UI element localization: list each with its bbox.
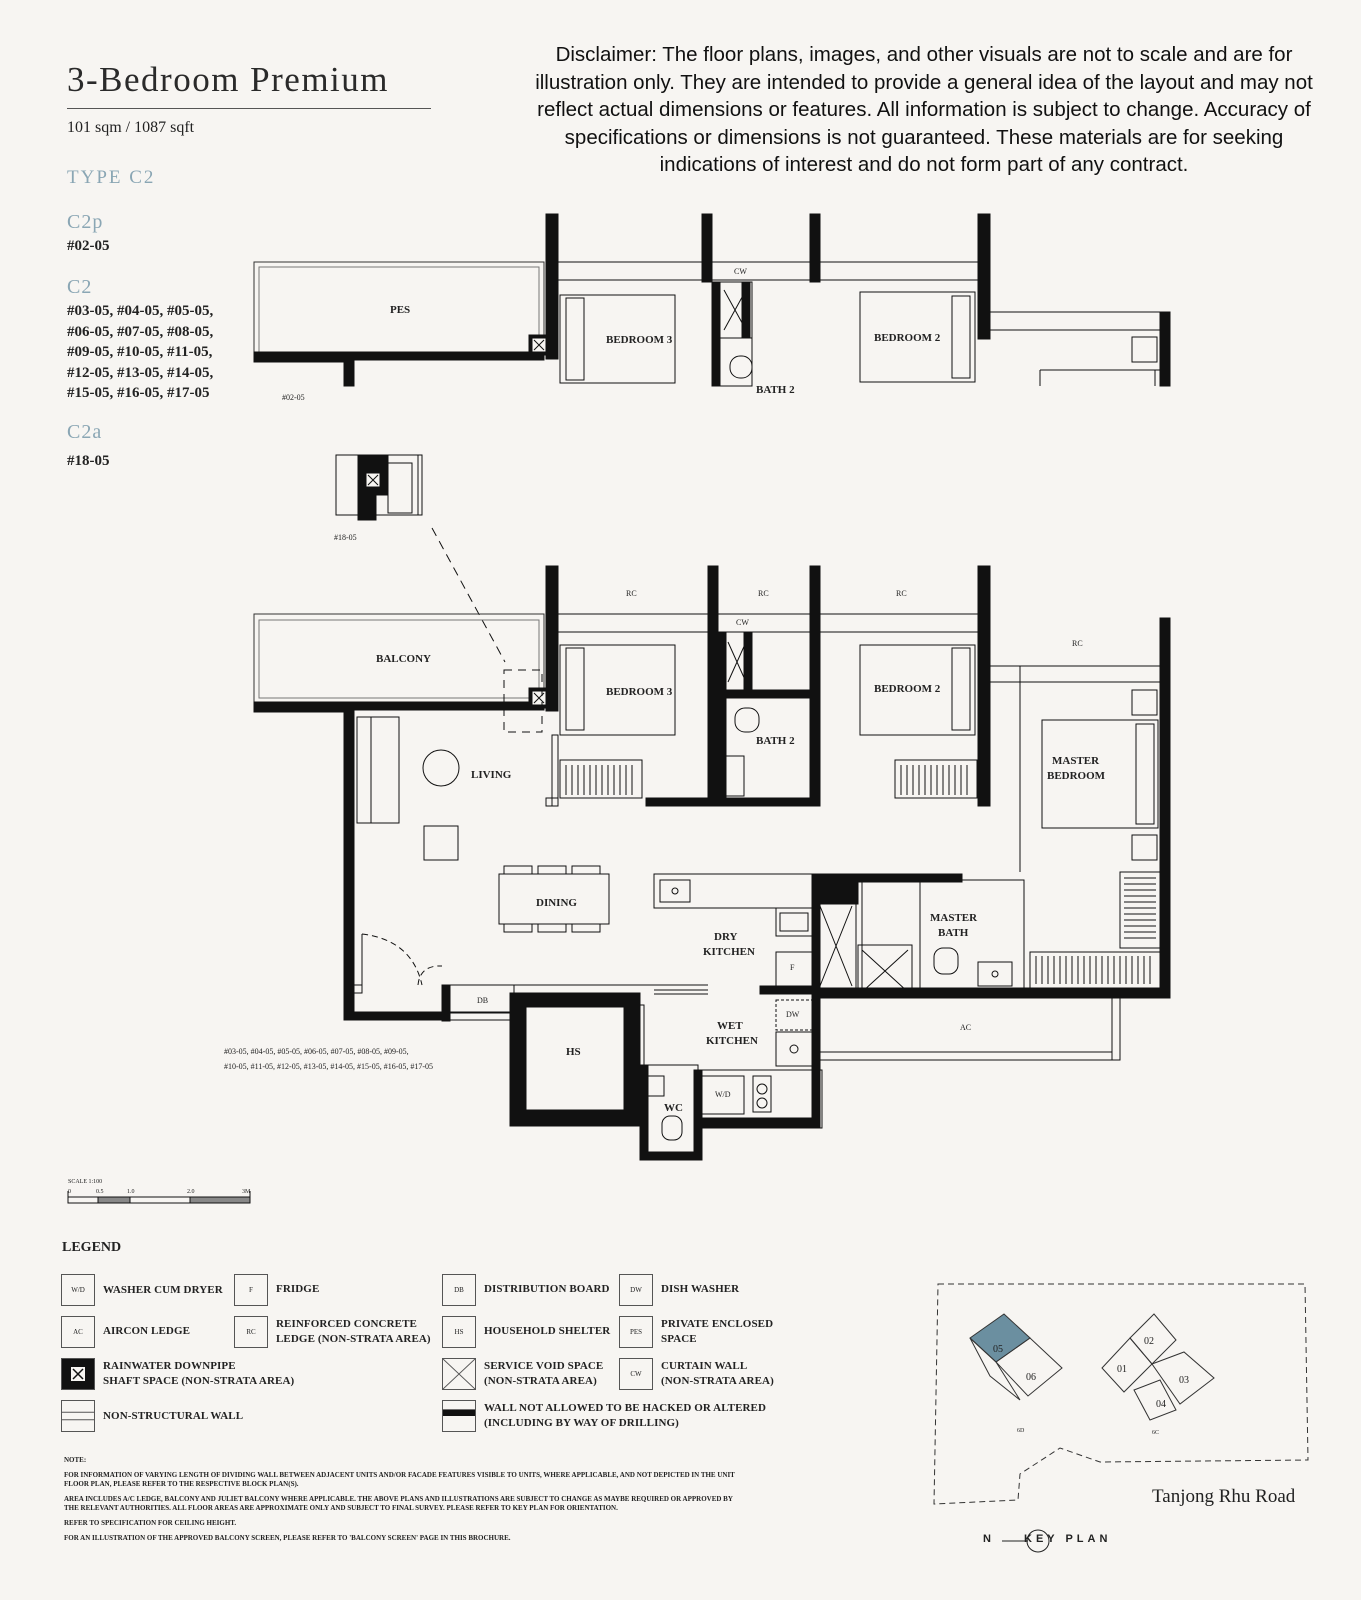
wet-kitchen-label-2: KITCHEN bbox=[706, 1035, 758, 1047]
master-bedroom-label-1: MASTER bbox=[1052, 755, 1100, 767]
dw-label: DW bbox=[786, 1010, 800, 1019]
legend-title: LEGEND bbox=[62, 1240, 122, 1255]
wc-label: WC bbox=[664, 1102, 683, 1114]
keyplan-unit-03: 03 bbox=[1179, 1375, 1189, 1386]
disclaimer: Disclaimer: The floor plans, images, and other visuals are not to scale and are for illustration only. They are intended to provide a general idea of the layout and may not reflect actual dimensions or features. All information is subject to change. Accuracy of specifications or dimensions is not guaranteed. These materials are for seeking indications of interest and do not form part of any contract. bbox=[535, 43, 1313, 176]
bedroom3-label: BEDROOM 3 bbox=[606, 686, 673, 698]
variant-name-c2p: C2p bbox=[67, 211, 104, 233]
legend-item-cw bbox=[619, 1358, 774, 1390]
legend-text-wall-not-hacked: WALL NOT ALLOWED TO BE HACKED OR ALTERED (INCLUDING BY WAY OF DRILLING) bbox=[484, 1402, 767, 1429]
bedroom2-label: BEDROOM 2 bbox=[874, 683, 941, 695]
legend-text-rainwater: RAINWATER DOWNPIPE SHAFT SPACE (NON-STRATA AREA) bbox=[103, 1360, 295, 1387]
legend-text-rc: REINFORCED CONCRETE LEDGE (NON-STRATA AREA) bbox=[276, 1318, 431, 1345]
dry-kitchen-label-2: KITCHEN bbox=[703, 946, 755, 958]
notes-heading: NOTE: bbox=[64, 1456, 87, 1464]
c2a-inset bbox=[336, 455, 505, 662]
upper-bath2-label: BATH 2 bbox=[756, 384, 795, 396]
legend-code-ac: AC bbox=[61, 1316, 95, 1348]
master-bath-label-1: MASTER bbox=[930, 912, 978, 924]
keyplan-block-6c: 6C bbox=[1152, 1430, 1160, 1436]
upper-cw-label: CW bbox=[734, 267, 747, 276]
master-bedroom-label-2: BEDROOM bbox=[1047, 770, 1106, 782]
variant-name-c2: C2 bbox=[67, 276, 93, 298]
notes bbox=[64, 1456, 744, 1549]
legend-item-hs bbox=[442, 1316, 610, 1348]
legend-code-wd: W/D bbox=[61, 1274, 95, 1306]
keyplan-label: KEY PLAN bbox=[1024, 1533, 1112, 1545]
legend-item-dw bbox=[619, 1274, 739, 1306]
keyplan-unit-05: 05 bbox=[993, 1344, 1003, 1355]
legend-code-pes: PES bbox=[619, 1316, 653, 1348]
legend-text-ac: AIRCON LEDGE bbox=[103, 1325, 191, 1337]
service-void-icon bbox=[442, 1358, 476, 1390]
legend-item-washer bbox=[61, 1274, 223, 1306]
legend-code-cw: CW bbox=[619, 1358, 653, 1390]
legend-text-db: DISTRIBUTION BOARD bbox=[484, 1283, 610, 1295]
bath2-label: BATH 2 bbox=[756, 735, 795, 747]
rc-label-4: RC bbox=[1072, 639, 1083, 648]
scale-tick-0: 0 bbox=[68, 1189, 71, 1195]
scale-tick-4: 3M bbox=[242, 1189, 251, 1195]
rc-label-3: RC bbox=[896, 589, 907, 598]
rc-label-1: RC bbox=[626, 589, 637, 598]
upper-unit-note: #02-05 bbox=[282, 393, 305, 402]
rainwater-pipe-icon bbox=[61, 1358, 95, 1390]
variant-units-c2p: #02-05 bbox=[67, 238, 110, 254]
upper-bedroom2-label: BEDROOM 2 bbox=[874, 332, 941, 344]
road-name: Tanjong Rhu Road bbox=[1152, 1486, 1296, 1507]
legend-item-rainwater bbox=[61, 1358, 294, 1390]
balcony-label: BALCONY bbox=[376, 653, 432, 665]
note-1: FOR INFORMATION OF VARYING LENGTH OF DIVIDING WALL BETWEEN ADJACENT UNITS AND/OR FACADE FEATURES VISIBLE TO UNITS, WHERE APPLICABLE, AND NOT DEPICTED IN THE UNIT FLOOR PLAN, PLEASE REFER TO THE RESPECTIVE BLOCK PLAN(S). bbox=[64, 1471, 735, 1488]
wd-label: W/D bbox=[715, 1090, 731, 1099]
legend-item-rc bbox=[234, 1316, 431, 1348]
keyplan-unit-02: 02 bbox=[1144, 1336, 1154, 1347]
legend-code-hs: HS bbox=[442, 1316, 476, 1348]
keyplan-unit-04: 04 bbox=[1156, 1399, 1166, 1410]
page-title: 3-Bedroom Premium bbox=[67, 60, 389, 99]
legend-item-pes bbox=[619, 1316, 773, 1348]
north-label: N bbox=[983, 1533, 991, 1545]
structural-wall-icon bbox=[442, 1400, 476, 1432]
ac-label: AC bbox=[960, 1023, 972, 1032]
legend-text-f: FRIDGE bbox=[276, 1283, 320, 1295]
c2a-unit-note: #18-05 bbox=[334, 533, 357, 542]
note-4: FOR AN ILLUSTRATION OF THE APPROVED BALCONY SCREEN, PLEASE REFER TO 'BALCONY SCREEN' PAGE IN THIS BROCHURE. bbox=[64, 1534, 511, 1542]
legend-text-service-void: SERVICE VOID SPACE (NON-STRATA AREA) bbox=[484, 1360, 604, 1387]
legend-item-db bbox=[442, 1274, 610, 1306]
scale-label: SCALE 1:100 bbox=[68, 1179, 103, 1185]
upper-pes-label: PES bbox=[390, 304, 411, 316]
legend-text-non-structural: NON-STRUCTURAL WALL bbox=[103, 1410, 244, 1422]
note-2: AREA INCLUDES A/C LEDGE, BALCONY AND JULIET BALCONY WHERE APPLICABLE. THE ABOVE PLANS AND ILLUSTRATIONS ARE SUBJECT TO CHANGE AS MAYBE REQUIRED OR APPROVED BY THE RELEVANT AUTHORITIES. ALL FLOOR AREAS ARE APPROXIMATE ONLY AND SUBJECT TO FINAL SURVEY. PLEASE REFER TO KEY PLAN FOR ORIENTATION. bbox=[64, 1495, 733, 1512]
dry-kitchen-label-1: DRY bbox=[714, 931, 738, 943]
variant-units-c2: #03-05, #04-05, #05-05, #06-05, #07-05, #08-05, #09-05, #10-05, #11-05, #12-05, #13-05, #14-05, #15-05, #16-05, #17-05 bbox=[67, 303, 214, 401]
legend-code-rc: RC bbox=[234, 1316, 268, 1348]
unit-area: 101 sqm / 1087 sqft bbox=[67, 119, 195, 136]
db-label: DB bbox=[477, 996, 489, 1005]
legend-item-ac bbox=[61, 1316, 190, 1348]
units-note-2: #10-05, #11-05, #12-05, #13-05, #14-05, #15-05, #16-05, #17-05 bbox=[224, 1062, 434, 1071]
legend-text-cw: CURTAIN WALL (NON-STRATA AREA) bbox=[661, 1360, 774, 1387]
note-3: REFER TO SPECIFICATION FOR CEILING HEIGHT. bbox=[64, 1519, 237, 1527]
units-note-1: #03-05, #04-05, #05-05, #06-05, #07-05, #08-05, #09-05, bbox=[224, 1047, 409, 1056]
legend-text-wd: WASHER CUM DRYER bbox=[103, 1284, 223, 1296]
variant-name-c2a: C2a bbox=[67, 421, 103, 443]
scale-tick-3: 2.0 bbox=[187, 1189, 195, 1195]
dining-label: DINING bbox=[536, 897, 577, 909]
legend-text-hs: HOUSEHOLD SHELTER bbox=[484, 1325, 611, 1337]
legend-text-pes: PRIVATE ENCLOSED SPACE bbox=[661, 1318, 774, 1345]
rc-label-2: RC bbox=[758, 589, 769, 598]
upper-bedroom3-label: BEDROOM 3 bbox=[606, 334, 673, 346]
variant-units-c2a: #18-05 bbox=[67, 453, 110, 469]
legend-code-f: F bbox=[234, 1274, 268, 1306]
key-plan bbox=[934, 1284, 1308, 1504]
unit-type: TYPE C2 bbox=[67, 167, 156, 188]
keyplan-unit-01: 01 bbox=[1117, 1364, 1127, 1375]
keyplan-unit-06: 06 bbox=[1026, 1372, 1036, 1383]
upper-plan bbox=[254, 214, 1170, 386]
scale-tick-1: 0.5 bbox=[96, 1189, 104, 1195]
legend-item-non-structural bbox=[61, 1400, 243, 1432]
legend-item-fridge bbox=[234, 1274, 319, 1306]
living-label: LIVING bbox=[471, 769, 512, 781]
keyplan-block-6d: 6D bbox=[1017, 1428, 1025, 1434]
master-bath-label-2: BATH bbox=[938, 927, 969, 939]
hs-label: HS bbox=[566, 1046, 581, 1058]
legend-code-dw: DW bbox=[619, 1274, 653, 1306]
fridge-label: F bbox=[790, 963, 795, 972]
wet-kitchen-label-1: WET bbox=[717, 1020, 743, 1032]
legend-text-dw: DISH WASHER bbox=[661, 1283, 740, 1295]
legend-item-wall-not-hacked bbox=[442, 1400, 766, 1432]
non-structural-wall-icon bbox=[61, 1400, 95, 1432]
legend-item-service-void bbox=[442, 1358, 603, 1390]
scale-tick-2: 1.0 bbox=[127, 1189, 135, 1195]
cw-label: CW bbox=[736, 618, 749, 627]
legend-code-db: DB bbox=[442, 1274, 476, 1306]
